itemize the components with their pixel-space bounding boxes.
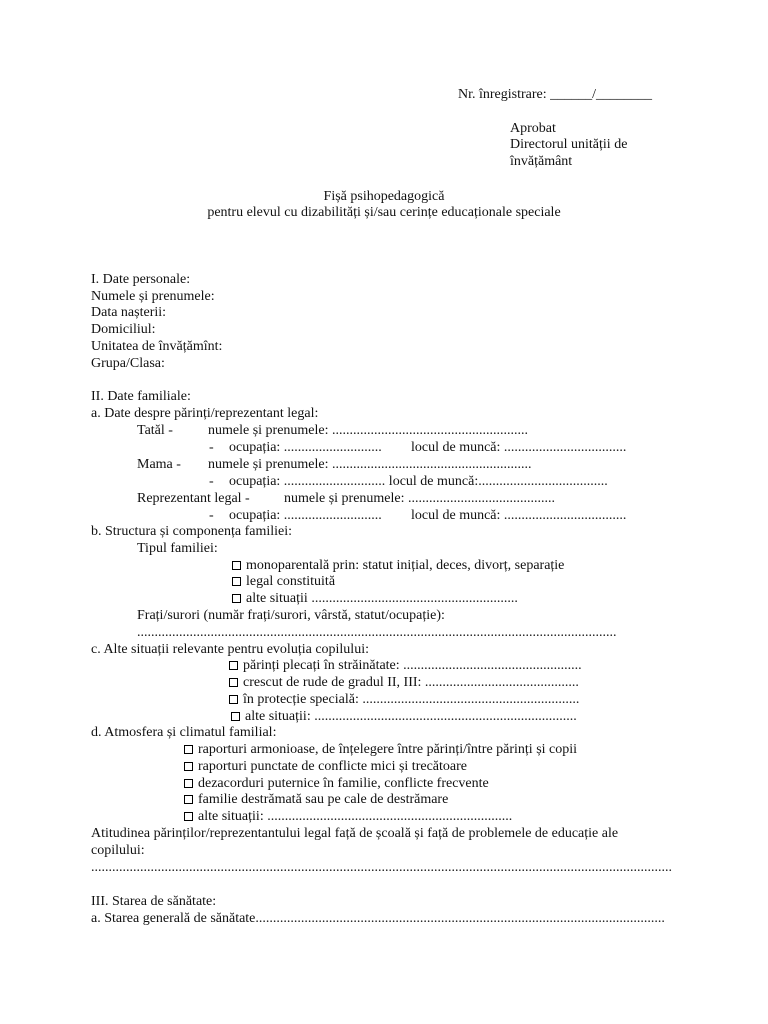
situation-option[interactable]: crescut de rude de gradul II, III: ............................................ xyxy=(229,674,579,691)
checkbox-icon[interactable] xyxy=(232,594,241,603)
atmosphere-option[interactable]: familie destrămată sau pe cale de destrămare xyxy=(184,791,448,808)
legal-rep-occupation-field: ocupația: ............................ xyxy=(229,508,382,523)
subsection-b-heading: b. Structura și componența familiei: xyxy=(91,524,293,539)
mother-occupation-field: ocupația: ............................. locul de muncă:..................................... xyxy=(229,474,608,489)
subsection-d-heading: d. Atmosfera și climatul familial: xyxy=(91,725,277,740)
mother-label: Mama - xyxy=(137,457,181,472)
director-line-1: Directorul unității de xyxy=(510,137,628,152)
dash: - xyxy=(209,508,214,523)
field-birthdate: Data nașterii: xyxy=(91,305,167,320)
situation-option[interactable]: părinți plecați în străinătate: ................................................... xyxy=(229,657,582,674)
father-label: Tatăl - xyxy=(137,423,173,438)
checkbox-icon[interactable] xyxy=(232,561,241,570)
family-type-label: Tipul familiei: xyxy=(137,541,218,556)
checkbox-icon[interactable] xyxy=(184,779,193,788)
checkbox-icon[interactable] xyxy=(184,745,193,754)
section-family-heading: II. Date familiale: xyxy=(91,389,191,404)
parents-attitude-line-1: Atitudinea părinților/reprezentantului legal față de școală și față de problemele de educație ale xyxy=(91,826,619,841)
parents-attitude-line-2: copilului: xyxy=(91,843,145,858)
checkbox-icon[interactable] xyxy=(184,762,193,771)
registration-number: Nr. înregistrare: ______/________ xyxy=(458,87,653,102)
subsection-a-heading: a. Date despre părinți/reprezentant legal: xyxy=(91,406,319,421)
checkbox-icon[interactable] xyxy=(229,661,238,670)
checkbox-icon[interactable] xyxy=(184,812,193,821)
checkbox-icon[interactable] xyxy=(232,577,241,586)
field-school: Unitatea de învățămînt: xyxy=(91,339,223,354)
subsection-c-heading: c. Alte situații relevante pentru evoluția copilului: xyxy=(91,642,369,657)
field-class: Grupa/Clasa: xyxy=(91,356,165,371)
document-subtitle: pentru elevul cu dizabilități și/sau cerințe educaționale speciale xyxy=(207,205,561,220)
siblings-dots: ......................................................................................................................................... xyxy=(137,625,617,640)
field-name: Numele și prenumele: xyxy=(91,289,215,304)
dash: - xyxy=(209,474,214,489)
checkbox-icon[interactable] xyxy=(184,795,193,804)
legal-rep-workplace-field: locul de muncă: ................................... xyxy=(411,508,627,523)
checkbox-icon[interactable] xyxy=(229,678,238,687)
document-title: Fișă psihopedagogică xyxy=(323,189,445,204)
atmosphere-option[interactable]: dezacorduri puternice în familie, conflicte frecvente xyxy=(184,775,489,792)
general-health-field: a. Starea generală de sănătate..................................................................................................................... xyxy=(91,911,665,926)
parents-attitude-dots: ...................................................................................................................................................................... xyxy=(91,860,672,875)
situation-option[interactable]: alte situații: ........................................................................... xyxy=(231,708,577,725)
family-type-option[interactable]: monoparentală prin: statut inițial, deces, divorț, separație xyxy=(232,557,564,574)
field-address: Domiciliul: xyxy=(91,322,156,337)
situation-option[interactable]: în protecție specială: .............................................................. xyxy=(229,691,579,708)
atmosphere-option[interactable]: raporturi punctate de conflicte mici și trecătoare xyxy=(184,758,467,775)
atmosphere-option[interactable]: raporturi armonioase, de înțelegere între părinți/între părinți și copii xyxy=(184,741,577,758)
mother-name-field: numele și prenumele: ......................................................... xyxy=(208,457,532,472)
checkbox-icon[interactable] xyxy=(229,695,238,704)
legal-rep-label: Reprezentant legal - xyxy=(137,491,250,506)
director-line-2: învățământ xyxy=(510,154,573,169)
section-health-heading: III. Starea de sănătate: xyxy=(91,894,217,909)
atmosphere-option[interactable]: alte situații: ...................................................................... xyxy=(184,808,512,825)
family-type-option[interactable]: alte situații ........................................................... xyxy=(232,590,518,607)
family-type-option[interactable]: legal constituită xyxy=(232,573,335,590)
legal-rep-name-field: numele și prenumele: .......................................... xyxy=(284,491,556,506)
siblings-label: Frați/surori (număr frați/surori, vârstă, statut/ocupație): xyxy=(137,608,445,623)
father-name-field: numele și prenumele: ........................................................ xyxy=(208,423,529,438)
father-workplace-field: locul de muncă: ................................... xyxy=(411,440,627,455)
checkbox-icon[interactable] xyxy=(231,712,240,721)
approved-label: Aprobat xyxy=(510,121,556,136)
dash: - xyxy=(209,440,214,455)
section-personal-heading: I. Date personale: xyxy=(91,272,191,287)
father-occupation-field: ocupația: ............................ xyxy=(229,440,382,455)
